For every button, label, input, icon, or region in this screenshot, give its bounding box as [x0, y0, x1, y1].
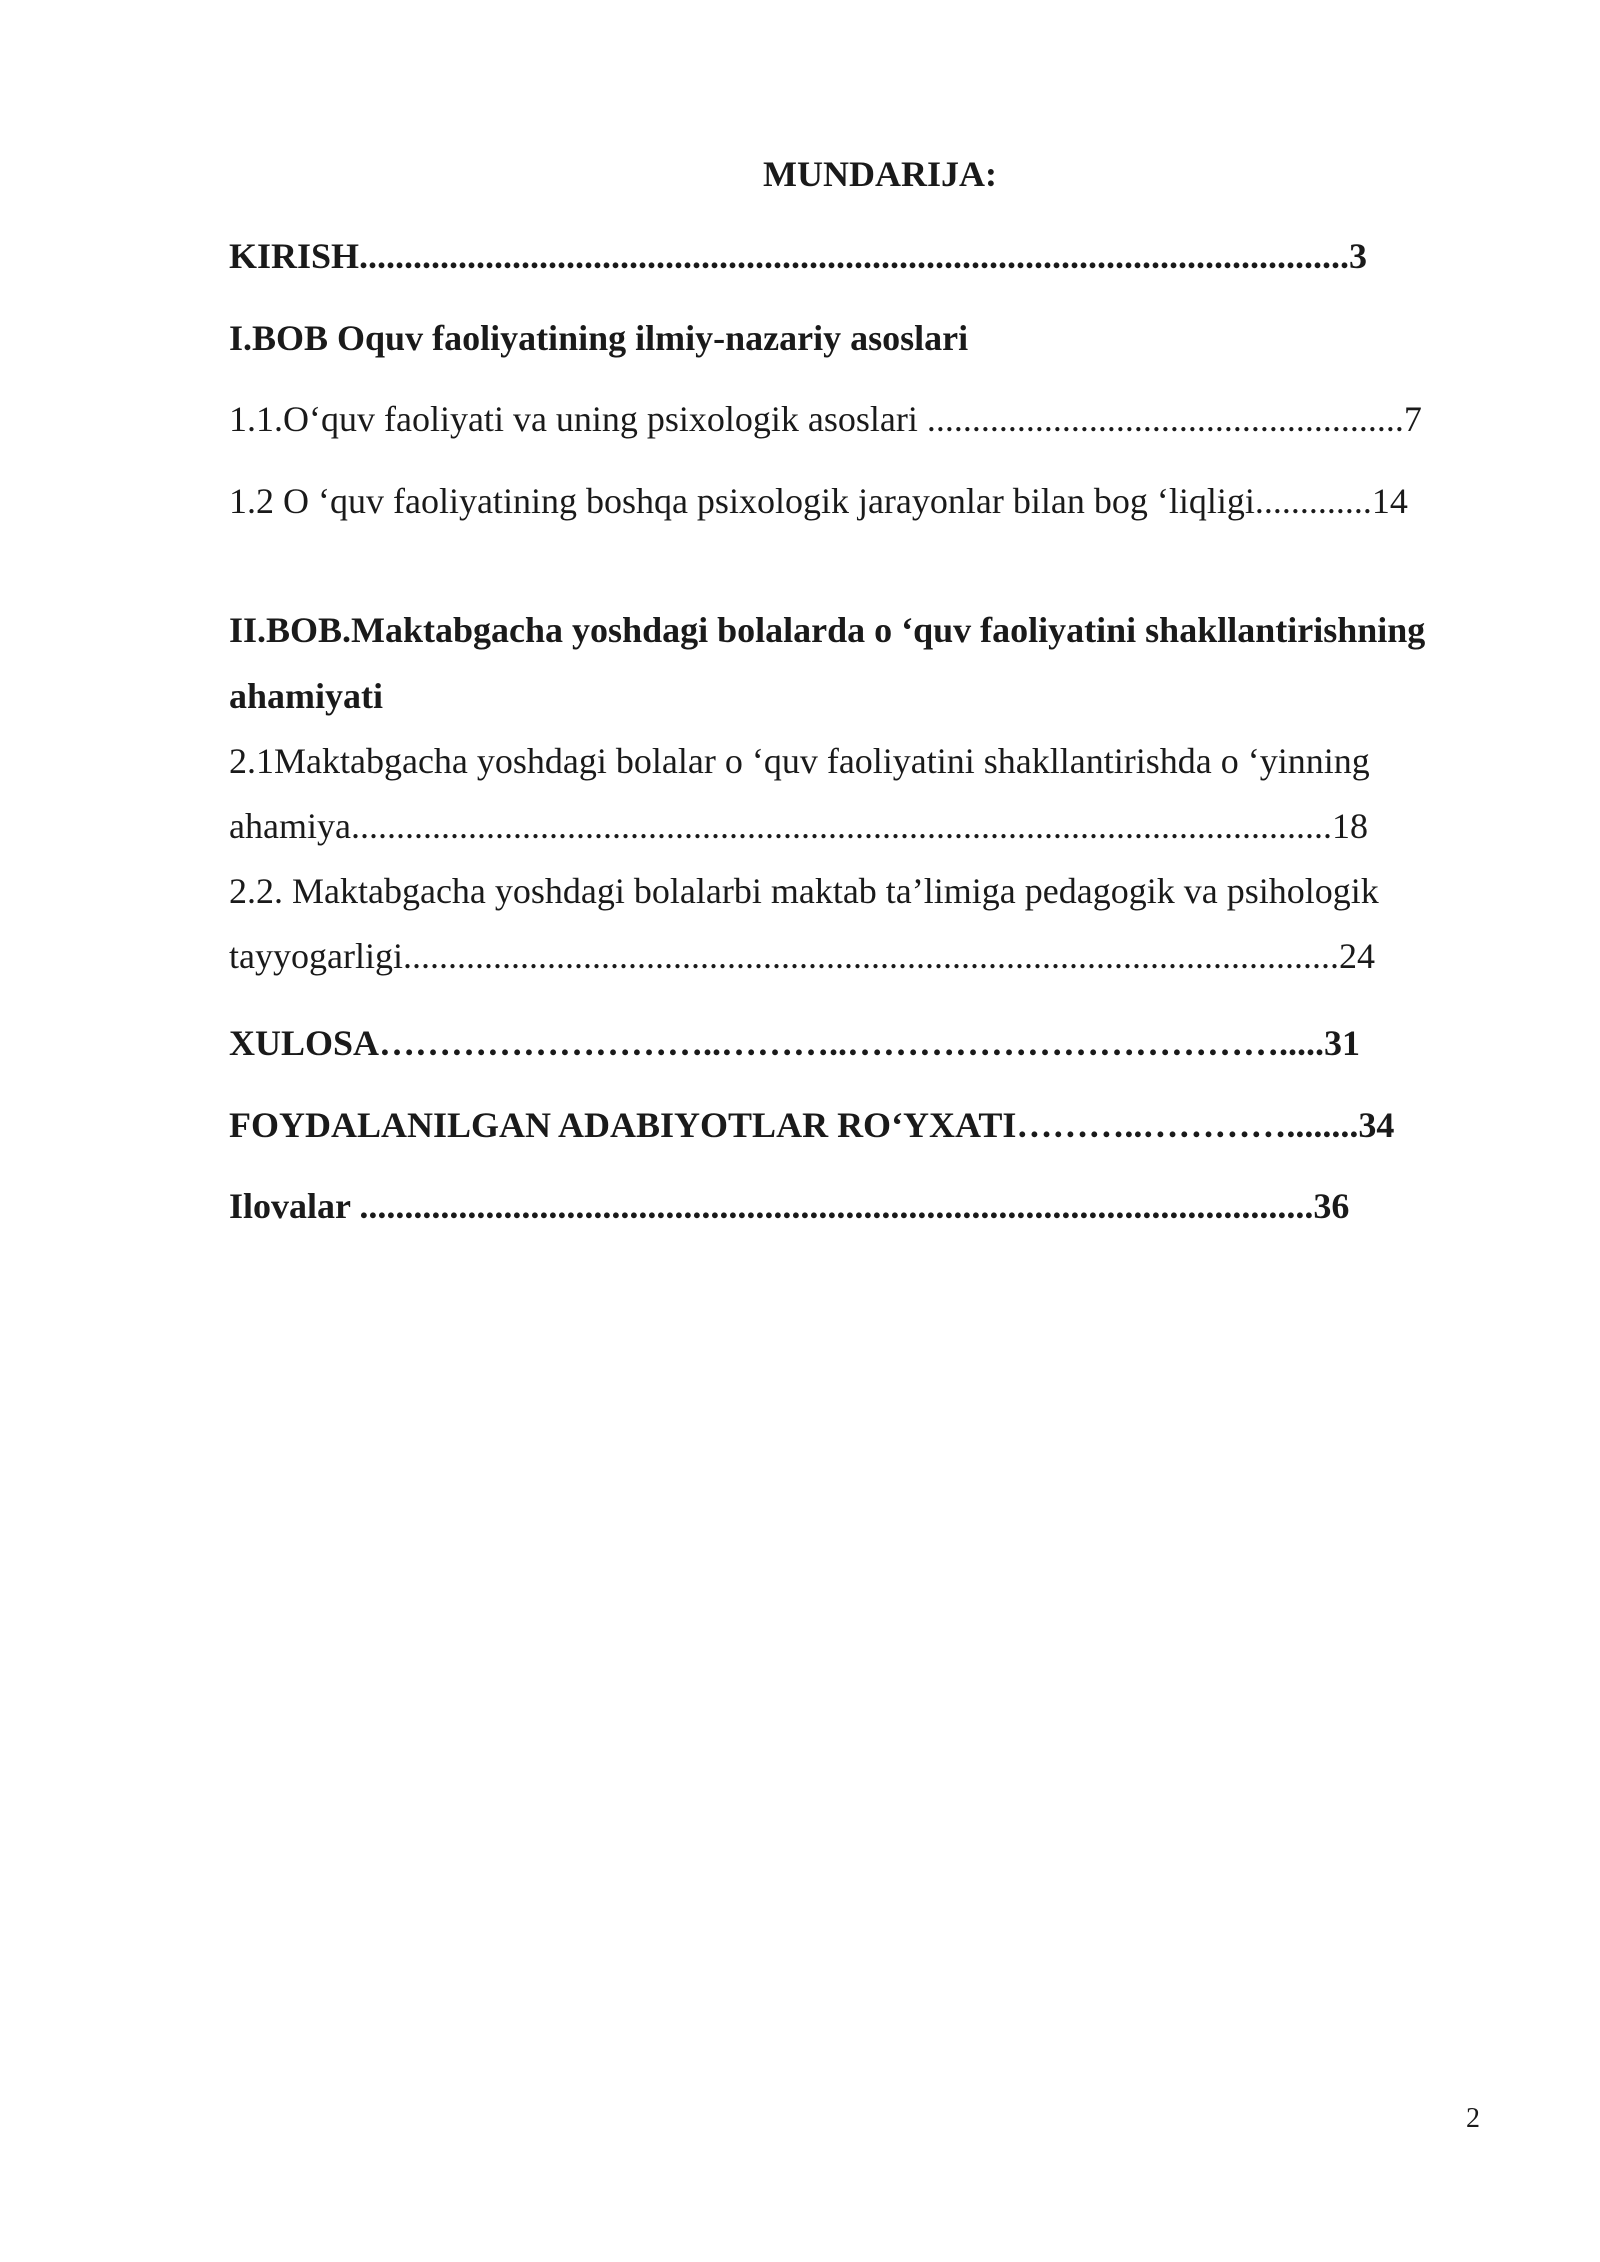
toc-entry-2-2-cont: tayyogarligi........................................................................................................24: [229, 936, 1375, 976]
toc-entry-xulosa: XULOSA………………………..………..……………………………….....31: [229, 1023, 1361, 1063]
toc-entry-1-1: 1.1.O‘quv faoliyati va uning psixologik asoslari .....................................................7: [229, 399, 1422, 439]
toc-entry-kirish: KIRISH..............................................................................................................3: [229, 236, 1368, 276]
toc-heading: MUNDARIJA:: [763, 154, 997, 194]
toc-entry-1-2: 1.2 O ‘quv faoliyatining boshqa psixologik jarayonlar bilan bog ‘liqligi.............14: [229, 481, 1408, 521]
toc-entry-2-2: 2.2. Maktabgacha yoshdagi bolalarbi maktab ta’limiga pedagogik va psihologik: [229, 871, 1379, 911]
toc-chapter-1-title: I.BOB Oquv faoliyatining ilmiy-nazariy asoslari: [229, 318, 969, 358]
toc-chapter-2-title-cont: ahamiyati: [229, 676, 384, 716]
toc-entry-ilovalar: Ilovalar ..........................................................................................................36: [229, 1186, 1350, 1226]
page-number: 2: [1466, 2103, 1480, 2134]
toc-entry-2-1-cont: ahamiya.............................................................................................................18: [229, 806, 1368, 846]
toc-entry-adabiyotlar: FOYDALANILGAN ADABIYOTLAR RO‘YXATI………..…………........34: [229, 1105, 1395, 1145]
toc-entry-2-1: 2.1Maktabgacha yoshdagi bolalar o ‘quv faoliyatini shakllantirishda o ‘yinning: [229, 741, 1370, 781]
toc-chapter-2-title: II.BOB.Maktabgacha yoshdagi bolalarda o ‘quv faoliyatini shakllantirishning: [229, 610, 1426, 650]
